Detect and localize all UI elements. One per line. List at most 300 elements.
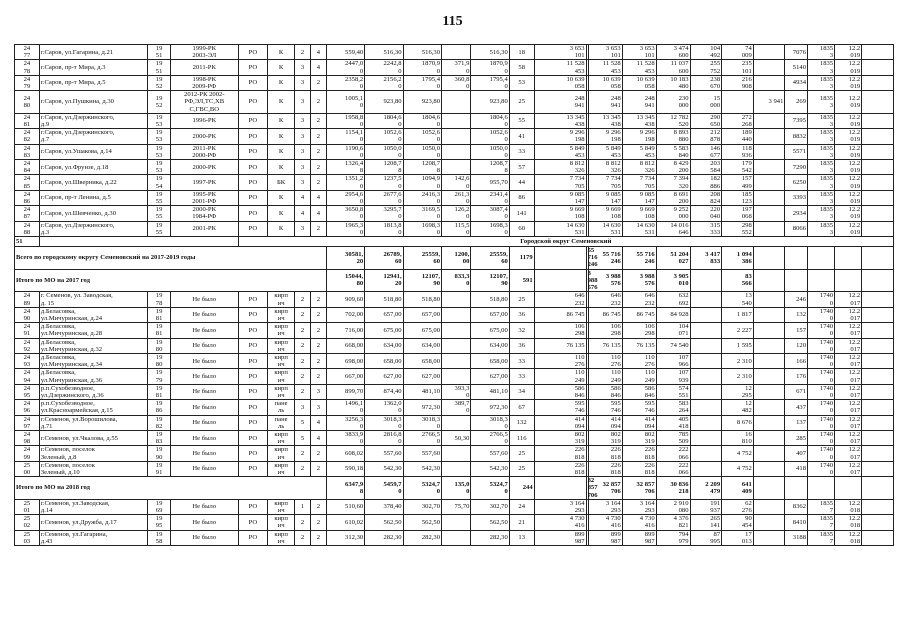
table-cell: 12.2 019 <box>835 190 862 205</box>
table-cell <box>862 461 894 476</box>
table-cell: 25 <box>509 292 534 307</box>
table-cell: кирп ич <box>268 515 295 530</box>
table-cell <box>862 338 894 353</box>
table-cell <box>753 415 785 430</box>
table-cell: 19 79 <box>148 369 171 384</box>
table-cell: 182 886 <box>690 175 722 190</box>
table-cell: 3 <box>295 400 311 415</box>
table-cell: 12.2 019 <box>835 175 862 190</box>
table-cell <box>753 499 785 514</box>
table-cell: 1835 3 <box>807 45 834 60</box>
table-cell: 12.2 017 <box>835 400 862 415</box>
table-cell: К <box>268 190 295 205</box>
table-cell: 1835 3 <box>807 113 834 128</box>
table-cell: 15044, 80 <box>326 269 364 292</box>
table-cell: 1698,3 0 <box>403 221 441 236</box>
table-cell: 1052,6 0 <box>365 129 403 144</box>
table-row <box>15 369 894 384</box>
table-cell <box>39 237 238 247</box>
table-cell: 1740 0 <box>807 307 834 322</box>
table-cell: 802 319 <box>588 430 622 445</box>
table-cell: г.Саров, ул.Фрунзе, д.18 <box>39 160 147 175</box>
table-cell: 24 99 <box>15 446 40 461</box>
table-cell: 2 <box>310 113 326 128</box>
table-cell: 437 <box>785 400 808 415</box>
table-cell: 34 <box>509 384 534 399</box>
table-cell: 212 878 <box>690 129 722 144</box>
table-cell <box>835 477 862 500</box>
table-cell: 3 653 101 <box>588 45 622 60</box>
table-cell: 899,70 <box>326 384 364 399</box>
table-cell: 518,80 <box>403 292 441 307</box>
table-cell: Не было <box>170 430 238 445</box>
table-cell <box>862 45 894 60</box>
table-cell: 60 <box>509 221 534 236</box>
table-cell: 8362 <box>785 499 808 514</box>
table-cell: РО <box>238 369 267 384</box>
table-cell <box>862 113 894 128</box>
table-cell <box>753 530 785 545</box>
table-cell: РО <box>238 91 267 114</box>
table-cell: РО <box>238 292 267 307</box>
table-cell: 1835 3 <box>807 175 834 190</box>
table-cell: 634,00 <box>365 338 403 353</box>
table-cell: 176 <box>785 369 808 384</box>
table-cell: 955,70 <box>471 175 509 190</box>
table-cell: 1996-РК <box>170 113 238 128</box>
table-cell: 7 734 705 <box>534 175 586 190</box>
table-row <box>15 415 894 430</box>
table-cell: 21 <box>509 515 534 530</box>
table-cell <box>862 60 894 75</box>
table-cell: 12.2 019 <box>835 45 862 60</box>
table-cell <box>862 247 894 270</box>
table-cell: кирп ич <box>268 461 295 476</box>
table-cell: 19 58 <box>148 530 171 545</box>
table-cell: 19 51 <box>148 60 171 75</box>
table-cell: 557,60 <box>471 446 509 461</box>
table-cell: 19 95 <box>148 515 171 530</box>
table-cell: 407 <box>785 446 808 461</box>
table-cell: 671 <box>785 384 808 399</box>
table-cell: 30 836 218 <box>656 477 690 500</box>
table-cell: 1 094 386 <box>722 247 754 270</box>
table-cell: 4 730 416 <box>588 515 622 530</box>
table-cell: 5 <box>295 430 311 445</box>
table-cell <box>753 446 785 461</box>
table-cell: РО <box>238 206 267 221</box>
table-cell: 19 81 <box>148 307 171 322</box>
table-cell: 4 730 416 <box>622 515 656 530</box>
table-cell: 8410 <box>785 515 808 530</box>
table-cell: 1835 3 <box>807 221 834 236</box>
table-cell: 1997-РК <box>170 175 238 190</box>
table-cell <box>753 384 785 399</box>
table-cell: 135,0 0 <box>442 477 471 500</box>
table-cell: 12.2 019 <box>835 144 862 159</box>
table-cell: 518,80 <box>471 292 509 307</box>
table-cell: 2 910 080 <box>656 499 690 514</box>
table-cell: Всего по городскому округу Семеновский на 2017-2019 годы <box>15 247 327 270</box>
table-cell: К <box>268 113 295 128</box>
table-cell: 315 333 <box>690 221 722 236</box>
table-cell: 19 90 <box>148 446 171 461</box>
table-cell: д.Беласовка, ул.Мичуринская, д.32 <box>39 338 147 353</box>
table-cell: 84 928 <box>656 307 690 322</box>
table-cell: 272 268 <box>722 113 754 128</box>
table-cell: д.Беласовка, ул.Мичуринская, д.28 <box>39 323 147 338</box>
table-row <box>15 206 894 221</box>
table-cell <box>753 144 785 159</box>
table-cell: 226 818 <box>534 461 586 476</box>
table-row <box>15 323 894 338</box>
table-cell: 110 276 <box>622 353 656 368</box>
table-cell: 12.2 019 <box>835 75 862 90</box>
table-cell: 86 745 <box>588 307 622 322</box>
table-cell: 557,60 <box>403 446 441 461</box>
table-cell <box>753 477 785 500</box>
table-cell: 261,3 0 <box>442 190 471 205</box>
table-cell: 2 310 <box>722 353 754 368</box>
table-cell: РО <box>238 353 267 368</box>
table-cell: 24 98 <box>15 430 40 445</box>
table-cell: 1965,3 0 <box>326 221 364 236</box>
table-cell: 87 995 <box>690 530 722 545</box>
table-cell: 2000-РК 1984-РФ <box>170 206 238 221</box>
table-cell: 6347,9 8 <box>326 477 364 500</box>
table-cell: 2 <box>295 446 311 461</box>
table-cell: 667,00 <box>326 369 364 384</box>
table-cell: Не было <box>170 353 238 368</box>
table-cell: 222 066 <box>656 446 690 461</box>
table-cell: Итого по МО на 2017 год <box>15 269 327 292</box>
table-row <box>15 129 894 144</box>
table-cell: 24 83 <box>15 144 40 159</box>
table-cell: 13 345 438 <box>588 113 622 128</box>
table-cell <box>690 400 722 415</box>
table-cell <box>442 530 471 545</box>
table-cell: 1200, 00 <box>442 247 471 270</box>
table-cell: 222 066 <box>656 461 690 476</box>
table-cell: 634,00 <box>471 338 509 353</box>
table-cell: Не было <box>170 369 238 384</box>
table-cell: 562,50 <box>403 515 441 530</box>
table-cell: 2 <box>310 369 326 384</box>
table-cell: 3 905 010 <box>656 269 690 292</box>
table-cell: 3169,5 0 <box>403 206 441 221</box>
table-cell: д.Беласовка, ул.Мичуринская, д.34 <box>39 353 147 368</box>
table-cell: 3 <box>295 175 311 190</box>
table-cell: 5 <box>295 415 311 430</box>
table-cell: 67 <box>509 400 534 415</box>
table-cell: 57 <box>509 160 534 175</box>
table-cell <box>442 353 471 368</box>
table-cell: 10 639 058 <box>588 75 622 90</box>
table-cell: 282,30 <box>365 530 403 545</box>
table-cell: 248 941 <box>534 91 586 114</box>
table-cell: г.Саров, ул.Дзержинского, д.3 <box>39 221 147 236</box>
table-cell: 2 <box>310 221 326 236</box>
table-cell: 2011-РК 2000-РФ <box>170 144 238 159</box>
table-cell: К <box>268 45 295 60</box>
table-cell: 9 296 198 <box>588 129 622 144</box>
table-cell: РО <box>238 175 267 190</box>
table-cell: 255 752 <box>690 60 722 75</box>
table-cell: 418 <box>785 461 808 476</box>
table-cell: 8 893 880 <box>656 129 690 144</box>
table-cell: 7 734 705 <box>622 175 656 190</box>
table-cell: 9 296 198 <box>534 129 586 144</box>
table-cell: 3833,9 0 <box>326 430 364 445</box>
table-cell: 238 670 <box>690 75 722 90</box>
table-cell: г.Семенов, ул.Заводская, д.14 <box>39 499 147 514</box>
table-cell: 595 746 <box>622 400 656 415</box>
table-cell: 51 <box>15 237 40 247</box>
table-cell: 32 <box>509 323 534 338</box>
table-cell: 2 <box>310 144 326 159</box>
table-row <box>15 60 894 75</box>
table-row <box>15 499 894 514</box>
table-cell: 2766,5 0 <box>403 430 441 445</box>
table-cell: РО <box>238 160 267 175</box>
table-cell: 634,00 <box>403 338 441 353</box>
table-cell: 8 812 326 <box>534 160 586 175</box>
table-cell: 360,8 0 <box>442 75 471 90</box>
table-cell: 2 <box>295 369 311 384</box>
table-cell: 1740 0 <box>807 415 834 430</box>
table-cell: 2934 <box>785 206 808 221</box>
table-cell: 657,00 <box>471 307 509 322</box>
table-cell <box>753 353 785 368</box>
summary-row <box>15 269 894 292</box>
table-cell: 3 164 293 <box>534 499 586 514</box>
table-cell: 1795,4 0 <box>403 75 441 90</box>
table-cell <box>862 323 894 338</box>
table-cell: 2 <box>310 338 326 353</box>
table-cell: 33 <box>509 369 534 384</box>
table-cell: 24 81 <box>15 113 40 128</box>
table-cell: 12 782 520 <box>656 113 690 128</box>
table-cell: 12.2 019 <box>835 113 862 128</box>
table-row <box>15 384 894 399</box>
table-cell: 1835 3 <box>807 75 834 90</box>
table-cell: 157 <box>785 323 808 338</box>
table-cell <box>442 129 471 144</box>
table-cell: 226 818 <box>622 461 656 476</box>
housing-registry-table <box>14 44 894 546</box>
table-cell <box>862 190 894 205</box>
table-cell: 1496,1 0 <box>326 400 364 415</box>
table-row <box>15 144 894 159</box>
table-cell: 7 394 320 <box>656 175 690 190</box>
table-cell <box>753 45 785 60</box>
table-cell: 658,00 <box>365 353 403 368</box>
table-cell: 12.2 018 <box>835 499 862 514</box>
table-cell: г.Саров, ул.Дзержинского, д.9 <box>39 113 147 128</box>
summary-row <box>15 247 894 270</box>
table-cell: 24 97 <box>15 415 40 430</box>
table-cell: пане ль <box>268 415 295 430</box>
table-row <box>15 45 894 60</box>
table-cell: 14 630 531 <box>534 221 586 236</box>
table-cell: 2 <box>295 530 311 545</box>
table-cell: 1 817 <box>722 307 754 322</box>
table-cell: 19 51 <box>148 45 171 60</box>
table-cell <box>862 477 894 500</box>
table-cell: 3 <box>295 113 311 128</box>
table-cell: 3018,3 0 <box>403 415 441 430</box>
table-cell: 76 135 <box>622 338 656 353</box>
table-cell: 3 <box>310 384 326 399</box>
table-cell: 179 542 <box>722 160 754 175</box>
table-cell: 3 <box>295 144 311 159</box>
table-cell: 12.2 019 <box>835 60 862 75</box>
table-cell: 12 295 <box>722 384 754 399</box>
table-cell: 8 429 200 <box>656 160 690 175</box>
table-cell <box>690 292 722 307</box>
table-cell: 12.2 019 <box>835 91 862 114</box>
table-cell: 8832 <box>785 129 808 144</box>
table-cell: 106 298 <box>588 323 622 338</box>
table-cell <box>442 461 471 476</box>
table-cell: г. Семенов, ул. Заводская, д. 15 <box>39 292 147 307</box>
table-cell: 191 937 <box>690 499 722 514</box>
table-cell: 19 91 <box>148 461 171 476</box>
table-cell: 74 540 <box>656 338 690 353</box>
table-cell: 10 639 058 <box>622 75 656 90</box>
table-cell: 120 <box>785 338 808 353</box>
table-cell: 1326,4 8 <box>326 160 364 175</box>
table-cell: 10 639 058 <box>534 75 586 90</box>
table-cell: 19 80 <box>148 338 171 353</box>
table-cell: 1835 3 <box>807 144 834 159</box>
table-row <box>15 221 894 236</box>
table-cell: 12.2 017 <box>835 292 862 307</box>
table-cell: 10 183 480 <box>656 75 690 90</box>
table-cell: 405 418 <box>656 415 690 430</box>
table-cell <box>442 144 471 159</box>
table-cell: 110 249 <box>588 369 622 384</box>
table-cell: 702,00 <box>326 307 364 322</box>
table-cell <box>862 175 894 190</box>
table-cell: 1740 0 <box>807 446 834 461</box>
table-cell: 13 345 438 <box>534 113 586 128</box>
table-cell: 3 <box>295 60 311 75</box>
table-cell: 106 298 <box>622 323 656 338</box>
table-cell: 1740 0 <box>807 430 834 445</box>
table-cell <box>442 292 471 307</box>
table-cell: 414 094 <box>622 415 656 430</box>
table-cell: 265 141 <box>690 515 722 530</box>
table-cell: РО <box>238 400 267 415</box>
table-cell: 3 164 293 <box>588 499 622 514</box>
table-cell: РО <box>238 338 267 353</box>
table-cell <box>753 323 785 338</box>
table-cell: кирп ич <box>268 530 295 545</box>
table-cell <box>442 323 471 338</box>
table-cell <box>807 247 834 270</box>
table-cell: 972,30 <box>471 400 509 415</box>
table-cell <box>807 269 834 292</box>
table-cell: 657,00 <box>365 307 403 322</box>
table-cell <box>753 175 785 190</box>
table-cell: 248 941 <box>588 91 622 114</box>
table-cell <box>862 206 894 221</box>
table-cell: 4 <box>310 190 326 205</box>
table-cell: Не было <box>170 515 238 530</box>
table-cell <box>442 369 471 384</box>
table-cell <box>785 477 808 500</box>
table-cell: 2358,2 0 <box>326 75 364 90</box>
table-cell: 146 677 <box>690 144 722 159</box>
table-cell: 19 81 <box>148 323 171 338</box>
table-cell: 1999-РК 2003-ЭЛ <box>170 45 238 60</box>
table-cell: 9 669 108 <box>588 206 622 221</box>
table-cell: 2766,5 0 <box>471 430 509 445</box>
table-cell <box>862 499 894 514</box>
table-cell: 8 812 326 <box>622 160 656 175</box>
table-cell: РО <box>238 499 267 514</box>
table-cell: 5140 <box>785 60 808 75</box>
table-cell: кирп ич <box>268 430 295 445</box>
table-cell: 646 232 <box>534 292 586 307</box>
table-cell: 12.2 017 <box>835 369 862 384</box>
table-cell <box>690 323 722 338</box>
table-cell: 8 691 200 <box>656 190 690 205</box>
table-row <box>15 307 894 322</box>
table-cell: 107 966 <box>656 353 690 368</box>
table-cell: 12.2 018 <box>835 515 862 530</box>
table-cell: Итого по МО на 2018 год <box>15 477 327 500</box>
table-cell: 12.2 017 <box>835 323 862 338</box>
table-cell <box>753 113 785 128</box>
table-cell <box>442 515 471 530</box>
table-cell: 2 <box>295 384 311 399</box>
table-cell: 627,00 <box>471 369 509 384</box>
table-cell: 3 <box>295 221 311 236</box>
table-cell: 1208,7 8 <box>403 160 441 175</box>
table-cell <box>753 369 785 384</box>
table-cell: 562,50 <box>471 515 509 530</box>
table-cell: 3 164 293 <box>622 499 656 514</box>
table-cell: 36 <box>509 307 534 322</box>
table-row <box>15 338 894 353</box>
table-cell: 208 824 <box>690 190 722 205</box>
table-cell: 1208,7 8 <box>471 160 509 175</box>
table-cell <box>442 415 471 430</box>
table-cell <box>690 415 722 430</box>
table-cell: 557,60 <box>365 446 403 461</box>
table-cell: 657,00 <box>403 307 441 322</box>
table-cell: Не было <box>170 323 238 338</box>
table-cell <box>862 415 894 430</box>
table-cell: 24 78 <box>15 60 40 75</box>
table-cell: 216 908 <box>722 75 754 90</box>
table-cell: 226 818 <box>534 446 586 461</box>
table-cell: 658,00 <box>403 353 441 368</box>
table-cell: 55 716 246 <box>622 247 656 270</box>
table-row <box>15 515 894 530</box>
table-cell: 166 <box>785 353 808 368</box>
table-cell: 2 <box>310 461 326 476</box>
table-cell: 1351,2 0 <box>326 175 364 190</box>
table-cell: 2156,2 0 <box>365 75 403 90</box>
table-cell: 874,40 <box>365 384 403 399</box>
table-cell <box>862 430 894 445</box>
table-cell <box>862 160 894 175</box>
table-cell <box>753 247 785 270</box>
table-cell: 14 630 531 <box>588 221 622 236</box>
